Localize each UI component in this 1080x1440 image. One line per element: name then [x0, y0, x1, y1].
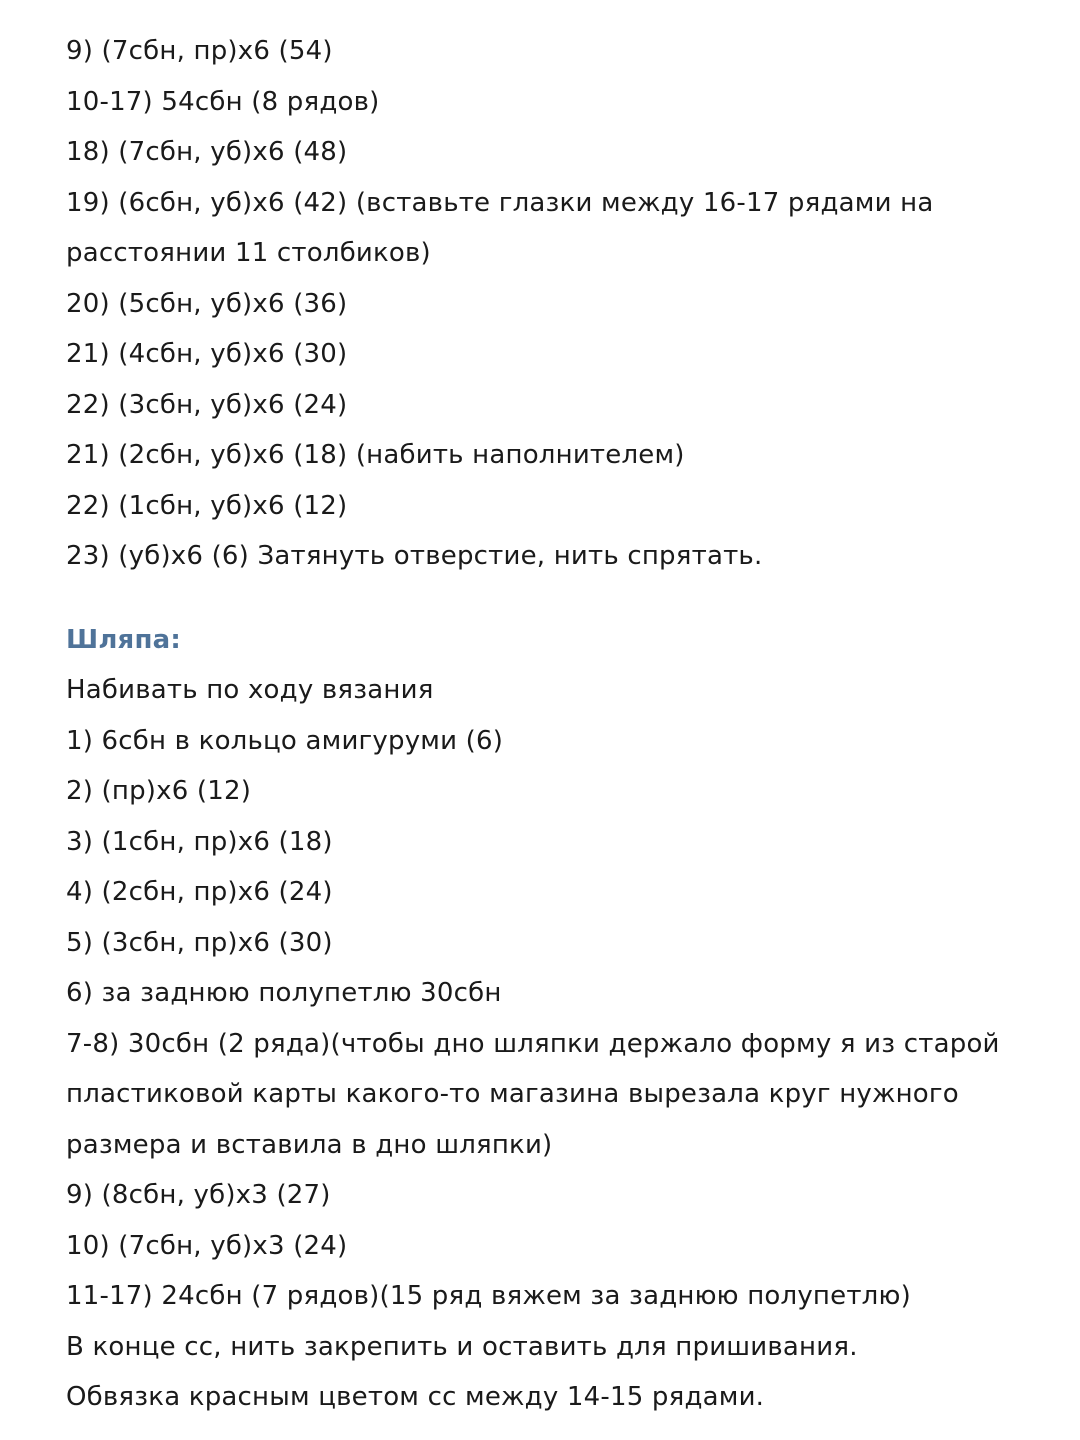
instruction-line: 20) (5сбн, уб)х6 (36): [66, 288, 348, 319]
instruction-line: 6) за заднюю полупетлю 30сбн: [66, 978, 502, 1008]
instruction-line: 1) 6сбн в кольцо амигуруми (6): [66, 725, 504, 756]
instruction-line: 3) (1сбн, пр)х6 (18): [66, 826, 333, 857]
instruction-line: Набивать по ходу вязания: [66, 675, 434, 705]
instruction-line: 2) (пр)х6 (12): [66, 776, 252, 806]
instruction-line: пластиковой карты какого-то магазина вырезала круг нужного: [66, 1079, 959, 1109]
section-spacer: [66, 582, 1046, 615]
instruction-line: В конце сс, нить закрепить и оставить для пришивания.: [66, 1331, 858, 1362]
instruction-line: расстоянии 11 столбиков): [66, 238, 431, 268]
instruction-line: 5) (3сбн, пр)х6 (30): [66, 927, 333, 958]
instruction-line: 11-17) 24сбн (7 рядов)(15 ряд вяжем за заднюю полупетлю): [66, 1281, 911, 1311]
instruction-line: 23) (уб)х6 (6) Затянуть отверстие, нить спрятать.: [66, 541, 763, 571]
head-instructions: [66, 26, 1046, 582]
instruction-line: 7-8) 30сбн (2 ряда)(чтобы дно шляпки держало форму я из старой: [66, 1028, 1000, 1059]
instruction-line: 9) (8сбн, уб)х3 (27): [66, 1180, 331, 1210]
hat-instructions: [66, 615, 1046, 1423]
instruction-line: 10-17) 54сбн (8 рядов): [66, 86, 380, 117]
instruction-line: 18) (7сбн, уб)х6 (48): [66, 137, 348, 167]
instruction-line: 22) (1сбн, уб)х6 (12): [66, 490, 348, 521]
instruction-line: 4) (2сбн, пр)х6 (24): [66, 877, 333, 907]
instruction-line: 21) (4сбн, уб)х6 (30): [66, 339, 348, 369]
instruction-line: размера и вставила в дно шляпки): [66, 1129, 553, 1160]
instruction-line: Обвязка красным цветом сс между 14-15 рядами.: [66, 1382, 765, 1412]
document-page: [66, 26, 1046, 1423]
instruction-line: 10) (7сбн, уб)х3 (24): [66, 1230, 348, 1261]
instruction-line: 21) (2сбн, уб)х6 (18) (набить наполнителем): [66, 440, 685, 470]
instruction-line: 22) (3сбн, уб)х6 (24): [66, 389, 348, 420]
instruction-line: 9) (7сбн, пр)х6 (54): [66, 36, 333, 66]
instruction-line: 19) (6сбн, уб)х6 (42) (вставьте глазки между 16-17 рядами на: [66, 187, 934, 218]
section-heading-hat: Шляпа:: [66, 624, 181, 655]
